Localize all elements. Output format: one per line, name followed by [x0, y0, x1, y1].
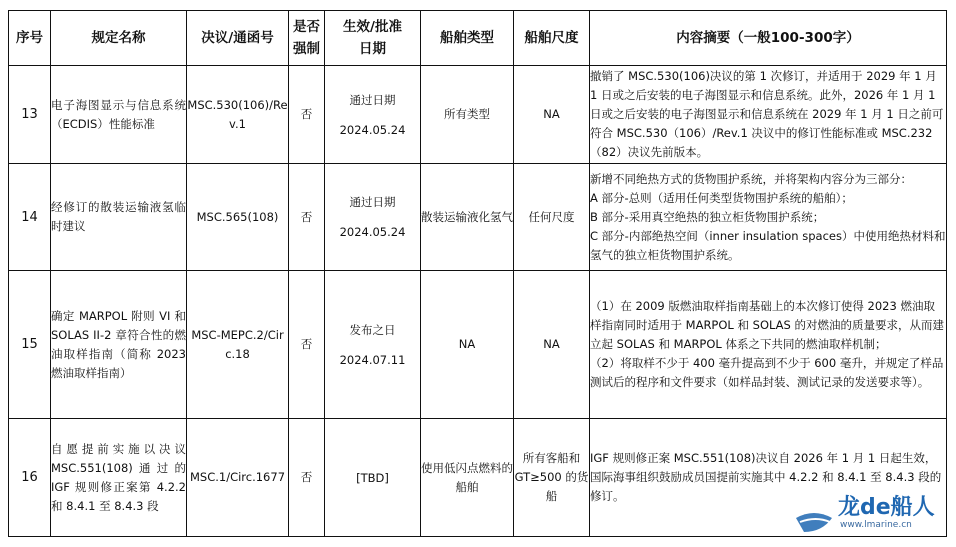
row-date: [325, 419, 421, 537]
summary-line: （2）将取样不少于 400 毫升提高到不少于 600 毫升，并规定了样品测试后的程序和文件要求（如样品封装、测试记录的发送要求等）。: [590, 356, 944, 389]
row-date-label: 通过日期: [349, 195, 396, 209]
row-no: 16: [9, 419, 51, 537]
row-summary: [590, 66, 947, 164]
table-row: [9, 271, 947, 419]
row-code: MSC.565(108): [187, 164, 289, 271]
row-date-value: [TBD]: [356, 470, 389, 485]
table-row: [9, 66, 947, 164]
row-date-value: 2024.05.24: [339, 122, 406, 137]
row-mandatory: 否: [289, 271, 325, 419]
row-no: 15: [9, 271, 51, 419]
row-ship-type: 使用低闪点燃料的船舶: [421, 419, 514, 537]
summary-line: （1）在 2009 版燃油取样指南基础上的本次修订使得 2023 燃油取样指南同时适用于 MARPOL 和 SOLAS 的对燃油的质量要求，从而建立起 SOLAS 和 MARPOL 体系之下共同的燃油取样机制；: [590, 299, 944, 351]
row-summary: [590, 271, 947, 419]
row-date-label: 通过日期: [349, 92, 396, 107]
header-name: 规定名称: [51, 11, 187, 66]
summary-line: 撤销了 MSC.530(106)决议的第 1 次修订，并适用于 2029 年 1 月 1 日或之后安装的电子海图显示和信息系统。此外，2026 年 1 月 1 日或之后安装的电子海图显示和信息系统在 2029 年 1 月 1 日之前可符合 MSC.530（106）/Rev.1 决议中的修订性能标准或 MSC.232（82）决议先前版本。: [590, 69, 944, 159]
row-summary: [590, 164, 947, 271]
header-mandatory-line2: 强制: [293, 41, 320, 57]
row-mandatory: 否: [289, 66, 325, 164]
header-summary: 内容摘要（一般100-300字）: [590, 11, 947, 66]
header-no: 序号: [9, 11, 51, 66]
header-ship-size: 船舶尺度: [514, 11, 590, 66]
row-mandatory: 否: [289, 164, 325, 271]
row-date-value: 2024.07.11: [339, 352, 406, 367]
row-date: [325, 271, 421, 419]
header-mandatory: [289, 11, 325, 66]
row-code: MSC.530(106)/Rev.1: [187, 66, 289, 164]
header-date: [325, 11, 421, 66]
header-mandatory-line1: 是否: [293, 19, 320, 35]
row-ship-size: 所有客船和 GT≥500 的货船: [514, 419, 590, 537]
summary-line: 新增不同绝热方式的货物围护系统，并将架构内容分为三部分：: [590, 171, 912, 186]
row-ship-type: 散装运输液化氢气: [421, 164, 514, 271]
row-code: MSC-MEPC.2/Circ.18: [187, 271, 289, 419]
watermark-brand: 龙de船人: [838, 495, 935, 520]
table-row: [9, 164, 947, 271]
regulation-table: [8, 10, 947, 537]
row-date-label: 发布之日: [349, 322, 396, 337]
summary-line: IGF 规则修正案 MSC.551(108)决议自 2026 年 1 月 1 日起生效，国际海事组织鼓励成员国提前实施其中 4.2.2 和 8.4.1 至 8.4.3 段的修订。: [590, 451, 942, 503]
watermark-url: www.lmarine.cn: [840, 520, 912, 530]
summary-line: C 部分-内部绝热空间（inner insulation spaces）中使用绝热材料和氢气的独立柜货物围护系统。: [590, 228, 946, 262]
summary-line: B 部分-采用真空绝热的独立柜货物围护系统；: [590, 209, 825, 224]
header-date-line2: 日期: [359, 41, 386, 57]
header-row: [9, 11, 947, 66]
row-ship-size: 任何尺度: [514, 164, 590, 271]
row-ship-type: 所有类型: [421, 66, 514, 164]
row-name: 确定 MARPOL 附则 VI 和 SOLAS II-2 章符合性的燃油取样指南（简称 2023 燃油取样指南）: [51, 271, 187, 419]
row-name: 经修订的散装运输液氢临时建议: [51, 164, 187, 271]
row-date-value: 2024.05.24: [339, 225, 406, 239]
summary-line: A 部分-总则（适用任何类型货物围护系统的船舶）；: [590, 190, 853, 205]
row-name: 电子海图显示与信息系统（ECDIS）性能标准: [51, 66, 187, 164]
row-no: 14: [9, 164, 51, 271]
row-name: 自愿提前实施以决议 MSC.551(108)通过的 IGF 规则修正案第 4.2.2 和 8.4.1 至 8.4.3 段: [51, 419, 187, 537]
row-no: 13: [9, 66, 51, 164]
header-date-line1: 生效/批准: [343, 19, 402, 35]
header-ship-type: 船舶类型: [421, 11, 514, 66]
row-ship-size: NA: [514, 271, 590, 419]
row-date: [325, 164, 421, 271]
row-mandatory: 否: [289, 419, 325, 537]
row-code: MSC.1/Circ.1677: [187, 419, 289, 537]
row-ship-size: NA: [514, 66, 590, 164]
header-code: 决议/通函号: [187, 11, 289, 66]
row-date: [325, 66, 421, 164]
row-ship-type: NA: [421, 271, 514, 419]
